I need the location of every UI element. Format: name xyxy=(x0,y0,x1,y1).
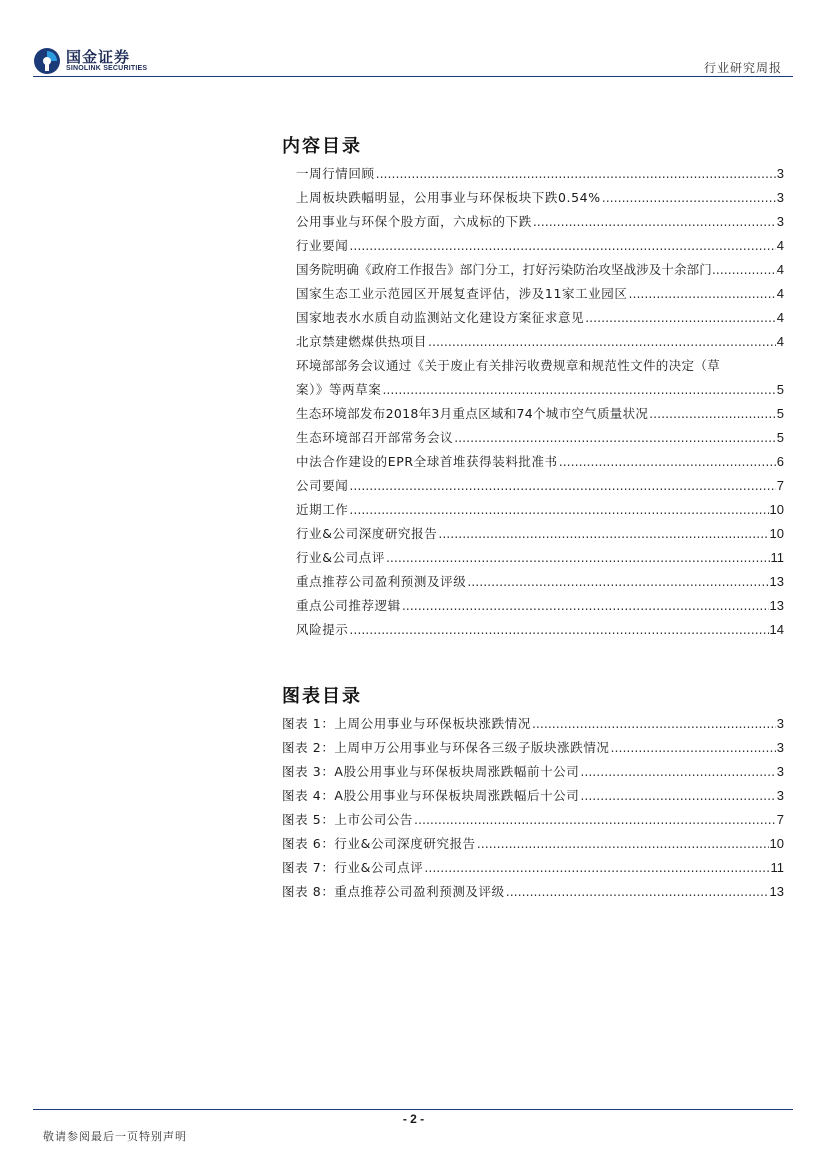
toc-entry-page: 4 xyxy=(776,310,784,325)
toc-entry-page: 4 xyxy=(776,286,784,301)
figure-entry[interactable] xyxy=(282,832,784,856)
toc-entry-label: 近期工作 xyxy=(296,502,349,517)
figure-entry-page: 10 xyxy=(769,836,784,851)
toc-entry[interactable] xyxy=(282,474,784,498)
toc-entry-page: 14 xyxy=(769,622,784,637)
toc-entry[interactable] xyxy=(282,450,784,474)
toc-entry-page: 4 xyxy=(776,238,784,253)
toc-entry[interactable] xyxy=(282,570,784,594)
toc-entry[interactable] xyxy=(282,306,784,330)
toc-entry[interactable] xyxy=(282,522,784,546)
contents-title: 内容目录 xyxy=(282,136,362,157)
figure-entry-label: 图表 5：上市公司公告 xyxy=(282,812,414,827)
toc-entry[interactable] xyxy=(282,498,784,522)
figures-list xyxy=(282,712,784,904)
toc-entry-page: 4 xyxy=(776,334,784,349)
toc-entry[interactable] xyxy=(282,162,784,186)
figure-entry-label: 图表 1：上周公用事业与环保板块涨跌情况 xyxy=(282,716,531,731)
sinolink-logo xyxy=(33,44,155,78)
toc-entry[interactable] xyxy=(282,282,784,306)
toc-entry-label: 中法合作建设的EPR全球首堆获得装料批准书 xyxy=(296,454,558,469)
toc-entry[interactable] xyxy=(282,234,784,258)
sinolink-logo-icon xyxy=(33,47,61,75)
toc-entry-page: 10 xyxy=(769,526,784,541)
toc-entry-page: 3 xyxy=(776,214,784,229)
contents-list xyxy=(282,162,784,642)
toc-entry-label: 北京禁建燃煤供热项目 xyxy=(296,334,428,349)
toc-entry-label: 国家地表水水质自动监测站文化建设方案征求意见 xyxy=(296,310,585,325)
toc-entry[interactable] xyxy=(282,618,784,642)
toc-entry-label-continued: 案）》等两草案 xyxy=(296,382,382,397)
figure-entry-page: 11 xyxy=(770,860,784,875)
figure-entry[interactable] xyxy=(282,880,784,904)
toc-entry-page: 7 xyxy=(776,478,784,493)
toc-entry-label: 上周板块跌幅明显，公用事业与环保板块下跌0.54% xyxy=(296,190,601,205)
page-header xyxy=(0,0,827,80)
logo-chinese-name: 国金证券 xyxy=(66,48,131,66)
toc-entry-page: 13 xyxy=(769,574,784,589)
toc-entry-page: 11 xyxy=(770,550,784,565)
toc-entry-label: 行业要闻 xyxy=(296,238,349,253)
footer-disclaimer: 敬请参阅最后一页特别声明 xyxy=(43,1130,187,1143)
toc-entry[interactable] xyxy=(282,330,784,354)
figure-entry-page: 13 xyxy=(769,884,784,899)
figure-entry-label: 图表 2：上周申万公用事业与环保各三级子版块涨跌情况 xyxy=(282,740,610,755)
toc-entry-label: 风险提示 xyxy=(296,622,349,637)
figures-title: 图表目录 xyxy=(282,686,362,707)
toc-entry-page: 3 xyxy=(776,166,784,181)
page-number: - 2 - xyxy=(402,1112,425,1126)
toc-entry-label: 生态环境部召开部常务会议 xyxy=(296,430,454,445)
figure-entry-label: 图表 7：行业&公司点评 xyxy=(282,860,424,875)
figure-entry-label: 图表 3：A股公用事业与环保板块周涨跌幅前十公司 xyxy=(282,764,580,779)
toc-entry-page: 5 xyxy=(776,430,784,445)
toc-entry[interactable] xyxy=(282,594,784,618)
toc-entry-page: 5 xyxy=(776,382,784,397)
toc-entry-label: 重点公司推荐逻辑 xyxy=(296,598,401,613)
toc-entry[interactable] xyxy=(282,546,784,570)
toc-entry-label: 一周行情回顾 xyxy=(296,166,375,181)
figure-entry-label: 图表 8：重点推荐公司盈利预测及评级 xyxy=(282,884,505,899)
toc-entry[interactable] xyxy=(282,402,784,426)
toc-entry-page: 4 xyxy=(776,262,784,277)
toc-entry-page: 13 xyxy=(769,598,784,613)
toc-entry-label: 公用事业与环保个股方面，六成标的下跌 xyxy=(296,214,532,229)
figure-entry-page: 3 xyxy=(776,788,784,803)
toc-entry-label: 重点推荐公司盈利预测及评级 xyxy=(296,574,467,589)
toc-entry[interactable] xyxy=(282,186,784,210)
figure-entry[interactable] xyxy=(282,736,784,760)
figure-entry-page: 3 xyxy=(776,764,784,779)
toc-entry-label: 行业&公司点评 xyxy=(296,550,385,565)
footer-divider xyxy=(33,1109,793,1110)
toc-entry-page: 3 xyxy=(776,190,784,205)
figure-entry[interactable] xyxy=(282,712,784,736)
logo-english-name: SINOLINK SECURITIES xyxy=(66,65,148,72)
figure-entry-label: 图表 6：行业&公司深度研究报告 xyxy=(282,836,476,851)
figure-entry[interactable] xyxy=(282,808,784,832)
toc-entry[interactable] xyxy=(282,354,784,402)
toc-entry-label: 国家生态工业示范园区开展复查评估，涉及11家工业园区 xyxy=(296,286,628,301)
toc-entry-label: 行业&公司深度研究报告 xyxy=(296,526,438,541)
toc-entry-page: 5 xyxy=(776,406,784,421)
toc-entry-label: 国务院明确《政府工作报告》部门分工，打好污染防治攻坚战涉及十余部门 xyxy=(296,262,712,277)
figure-entry-page: 3 xyxy=(776,716,784,731)
figure-entry[interactable] xyxy=(282,856,784,880)
toc-entry-label: 环境部部务会议通过《关于废止有关排污收费规章和规范性文件的决定（草 xyxy=(296,358,721,373)
figure-entry-page: 7 xyxy=(776,812,784,827)
report-type-label: 行业研究周报 xyxy=(703,61,782,75)
toc-entry-label: 生态环境部发布2018年3月重点区域和74个城市空气质量状况 xyxy=(296,406,649,421)
figure-entry-label: 图表 4：A股公用事业与环保板块周涨跌幅后十公司 xyxy=(282,788,580,803)
figure-entry[interactable] xyxy=(282,760,784,784)
toc-entry-page: 6 xyxy=(776,454,784,469)
toc-entry-page: 10 xyxy=(769,502,784,517)
toc-entry[interactable] xyxy=(282,426,784,450)
figure-entry-page: 3 xyxy=(776,740,784,755)
toc-entry[interactable] xyxy=(282,258,784,282)
figure-entry[interactable] xyxy=(282,784,784,808)
toc-entry-label: 公司要闻 xyxy=(296,478,349,493)
header-divider xyxy=(33,76,793,77)
toc-entry[interactable] xyxy=(282,210,784,234)
